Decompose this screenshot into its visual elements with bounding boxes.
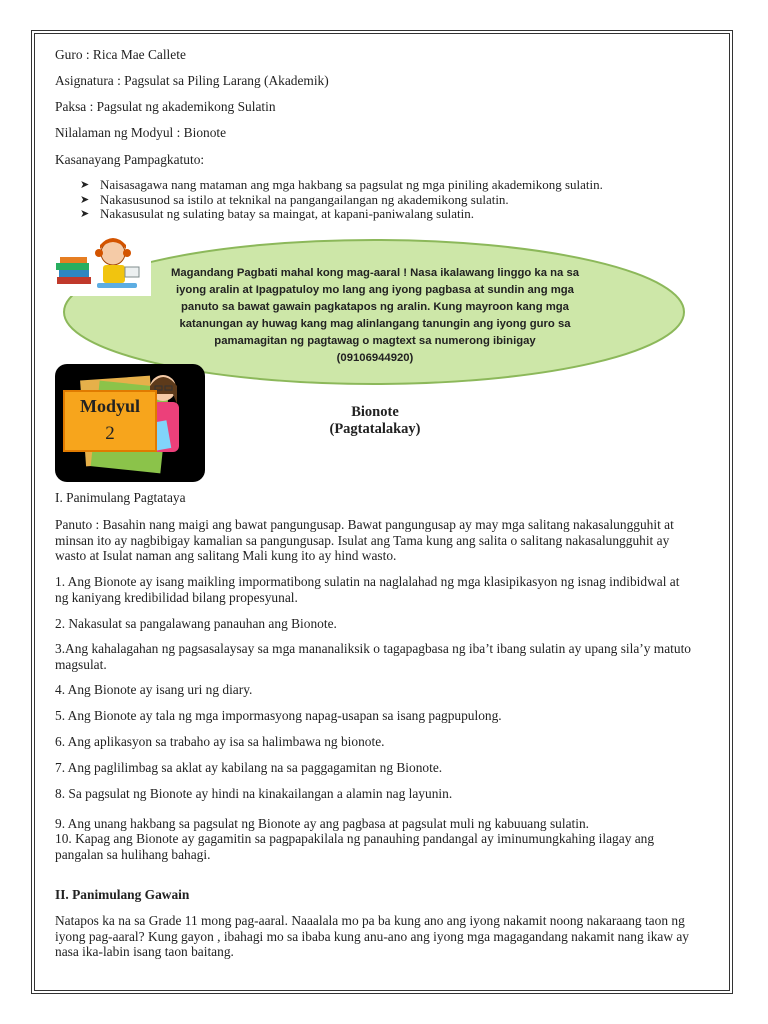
greeting-line: katanungan ay huwag kang mag alinlangang tanungin ang iyong guro sa: [179, 318, 571, 330]
test-item: 1. Ang Bionote ay isang maikling impormatibong sulatin na naglalahad ng mga klasipikasyon ng isnag indibidwal at ng kaniyang kredibilidad bilang propesyunal.: [55, 574, 680, 605]
subject-line: Asignatura : Pagsulat sa Piling Larang (Akademik): [55, 73, 329, 88]
arrowhead-bullet-icon: ➤: [80, 179, 90, 191]
module-number: 2: [105, 423, 115, 444]
greeting-line: pamamagitan ng pagtawag o magtext sa numerong ibinigay: [214, 335, 536, 347]
module-content-line: Nilalaman ng Modyul : Bionote: [55, 125, 227, 140]
test-item: 2. Nakasulat sa pangalawang panauhan ang Bionote.: [55, 616, 337, 631]
competencies-heading: Kasanayang Pampagkatuto:: [55, 152, 205, 167]
greeting-line: panuto sa bawat gawain pagkatapos ng aralin. Kung mayroon kang mga: [181, 301, 569, 313]
test-item: 9. Ang unang hakbang sa pagsulat ng Bionote ay ang pagbasa at pagsulat muli ng kabuuang sulatin.: [55, 816, 590, 831]
test-item: 10. Kapag ang Bionote ay gagamitin sa pagpapakilala ng panauhing pandangal ay iminumungkahing ilagay ang pangalan sa hulihang bahagi.: [55, 831, 655, 862]
competency-item: ➤ Naisasagawa nang mataman ang mga hakbang sa pagsulat ng mga piniling akademikong sulatin.: [80, 177, 603, 192]
competencies-list: [80, 178, 603, 222]
topic-line: Paksa : Pagsulat ng akademikong Sulatin: [55, 99, 276, 114]
module-label-text: Modyul: [79, 396, 140, 416]
competency-item: ➤ Nakasusulat ng sulating batay sa maingat, at kapani-paniwalang sulatin.: [80, 206, 475, 221]
section-1-heading: I. Panimulang Pagtataya: [55, 490, 186, 505]
test-item: 8. Sa pagsulat ng Bionote ay hindi na kinakailangan a alamin nag layunin.: [55, 786, 453, 801]
test-item: 6. Ang aplikasyon sa trabaho ay isa sa halimbawa ng bionote.: [55, 734, 385, 749]
section-2-heading: II. Panimulang Gawain: [55, 887, 190, 902]
test-item: 7. Ang paglilimbag sa aklat ay kabilang na sa paggagamitan ng Bionote.: [55, 760, 443, 775]
competency-item: ➤ Nakasusunod sa istilo at teknikal na pangangailangan ng akademikong sulatin.: [80, 191, 509, 207]
activity-paragraph: Natapos ka na sa Grade 11 mong pag-aaral. Naaalala mo pa ba kung ano ang iyong nakamit noong nakaraang taon ng iyong pag-aaral? Kung gayon , ibahagi mo sa ibaba kung anu-ano ang iyong mga magagandang nakamit nang ikaw ay nasa ika-labin isang taon baitang.: [55, 913, 690, 959]
module-label: [63, 390, 157, 452]
test-item: 3.Ang kahalagahan ng pagsasalaysay sa mga mananaliksik o tagapagbasa ng iba’t ibang sulatin ay upang sila’y matuto magsulat.: [55, 641, 692, 672]
greeting-line: (09106944920): [336, 352, 414, 364]
instructions-paragraph: Panuto : Basahin nang maigi ang bawat pangungusap. Bawat pangungusap ay may mga salitang nakasalungguhit at minsan ito ay nagbibigay kamalian sa pangungusap. Isulat ang Tama kung ang salita o salitang nakasalungguhit ay wasto at Isulat naman ang salitang Mali kung ito ay hind wasto.: [55, 517, 674, 563]
test-item: 5. Ang Bionote ay tala ng mga impormasyong napag-usapan sa isang pagpupulong.: [55, 708, 502, 723]
girl-reading-books-icon: [53, 233, 151, 296]
greeting-line: Magandang Pagbati mahal kong mag-aaral ! Nasa ikalawang linggo ka na sa: [170, 267, 580, 279]
test-item: 4. Ang Bionote ay isang uri ng diary.: [55, 682, 253, 697]
page-title: [230, 404, 520, 438]
title-line: Bionote: [351, 404, 399, 420]
title-subtitle: (Pagtatalakay): [329, 421, 421, 437]
arrowhead-bullet-icon: ➤: [80, 208, 90, 220]
teacher-line: Guro : Rica Mae Callete: [55, 47, 186, 62]
greeting-message: [140, 265, 610, 367]
greeting-line: iyong aralin at Ipagpatuloy mo lang ang iyong pagbasa at sundin ang mga: [176, 284, 574, 296]
arrowhead-bullet-icon: ➤: [80, 193, 90, 206]
